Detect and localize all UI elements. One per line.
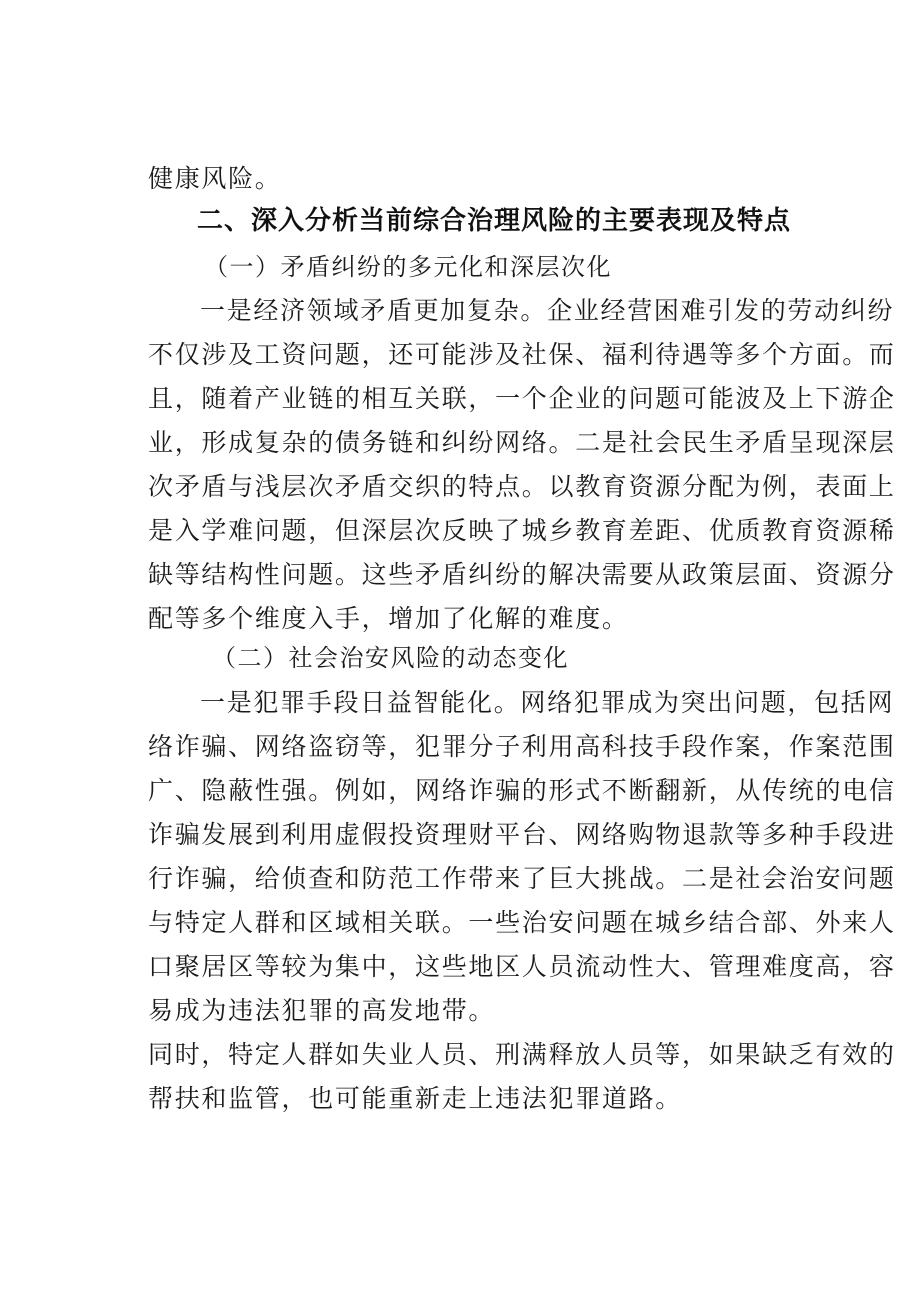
- paragraph-line: 口聚居区等较为集中，这些地区人员流动性大、管理难度高，容: [148, 952, 896, 981]
- paragraph-line: 一是犯罪手段日益智能化。网络犯罪成为突出问题，包括网: [200, 688, 895, 717]
- paragraph-line: 帮扶和监管，也可能重新走上违法犯罪道路。: [148, 1084, 683, 1113]
- paragraph-line: 易成为违法犯罪的高发地带。: [148, 996, 496, 1025]
- paragraph-line: 配等多个维度入手，增加了化解的难度。: [148, 604, 629, 633]
- paragraph-line: 同时，特定人群如失业人员、刑满释放人员等，如果缺乏有效的: [148, 1040, 896, 1069]
- paragraph-line: 不仅涉及工资问题，还可能涉及社保、福利待遇等多个方面。而: [148, 340, 896, 369]
- paragraph-line: 是入学难问题，但深层次反映了城乡教育差距、优质教育资源稀: [148, 516, 896, 545]
- section-heading: 二、深入分析当前综合治理风险的主要表现及特点: [197, 206, 792, 236]
- paragraph-line: 健康风险。: [148, 164, 282, 193]
- paragraph-line: 络诈骗、网络盗窃等，犯罪分子利用高科技手段作案，作案范围: [148, 732, 896, 761]
- paragraph-line: 诈骗发展到利用虚假投资理财平台、网络购物退款等多种手段进: [148, 820, 896, 849]
- paragraph-line: 广、隐蔽性强。例如，网络诈骗的形式不断翻新，从传统的电信: [148, 776, 896, 805]
- paragraph-line: 缺等结构性问题。这些矛盾纠纷的解决需要从政策层面、资源分: [148, 560, 896, 589]
- subsection-title-1: （一）矛盾纠纷的多元化和深层次化: [204, 253, 612, 281]
- paragraph-line: 一是经济领域矛盾更加复杂。企业经营困难引发的劳动纠纷: [200, 296, 895, 325]
- paragraph-line: 且，随着产业链的相互关联，一个企业的问题可能波及上下游企: [148, 384, 896, 413]
- paragraph-line: 行诈骗，给侦查和防范工作带来了巨大挑战。二是社会治安问题: [148, 864, 896, 893]
- paragraph-line: 与特定人群和区域相关联。一些治安问题在城乡结合部、外来人: [148, 908, 896, 937]
- paragraph-line: 业，形成复杂的债务链和纠纷网络。二是社会民生矛盾呈现深层: [148, 428, 896, 457]
- paragraph-line: 次矛盾与浅层次矛盾交织的特点。以教育资源分配为例，表面上: [148, 472, 896, 501]
- subsection-title-2: （二）社会治安风险的动态变化: [212, 644, 569, 672]
